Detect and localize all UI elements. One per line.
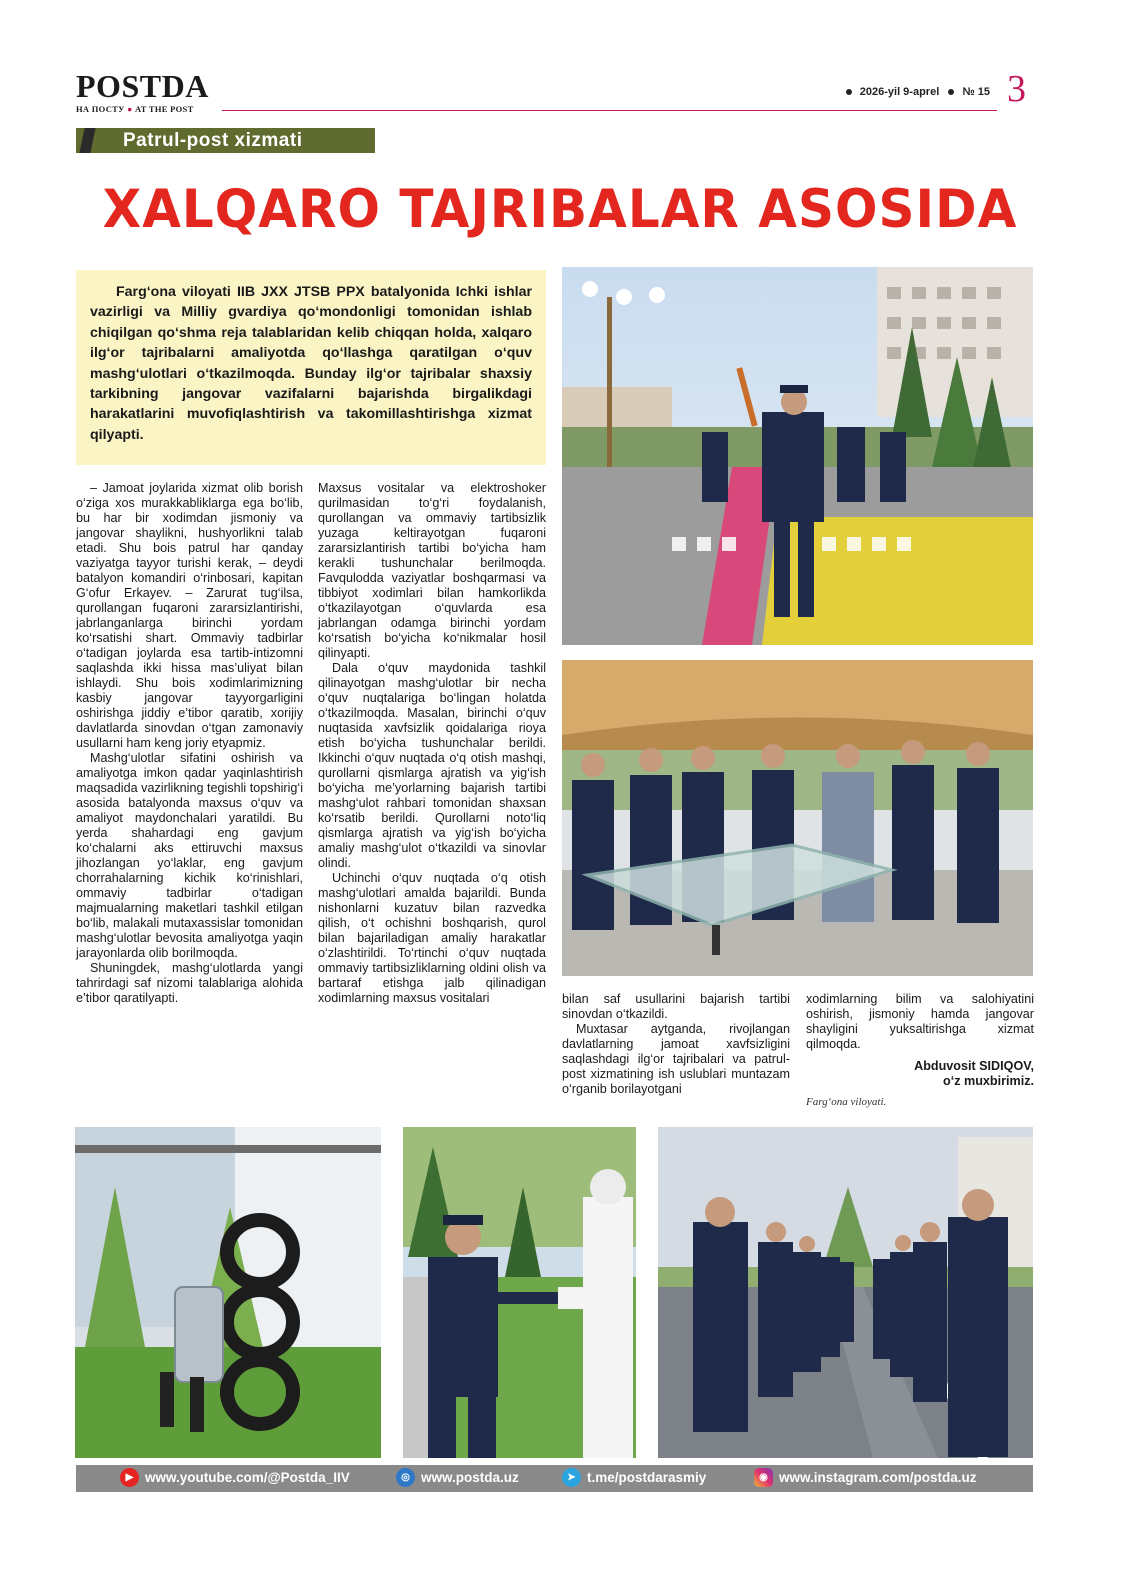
footer-links-bar	[76, 1465, 1033, 1492]
paragraph: xodimlarning bilim va salohiyatini oshirish, jismoniy hamda jangovar shayligini yuksaltirishga xizmat qilmoqda.	[806, 992, 1034, 1051]
author-name: Abduvosit SIDIQOV,	[914, 1059, 1034, 1073]
subtitle-dot-icon: ●	[127, 104, 133, 114]
footer-instagram-link[interactable]	[754, 1469, 977, 1488]
youtube-url: www.youtube.com/@Postda_IIV	[145, 1470, 350, 1486]
section-rubric	[76, 128, 375, 153]
footer-youtube-link[interactable]	[120, 1469, 350, 1488]
photo-officers-table	[562, 660, 1033, 976]
lead-box	[76, 270, 546, 465]
bullet-icon	[846, 89, 852, 95]
photo-formation-salute	[658, 1127, 1033, 1458]
author-role: o‘z muxbirimiz.	[943, 1074, 1034, 1088]
paragraph: Mashg‘ulotlar sifatini oshirish va amaliyotga imkon qadar yaqinlashtirish maqsadida vazirlikning tegishli topshirig‘i asosida batalyonda maxsus o‘quv va amaliyot maydonchalari yaratildi. Bu yerda shahardagi eng gavjum ko‘chalarni aks ettiruvchi maxsus jihozlangan yo‘laklar, eng gavjum chorrahalarning kichik ko‘rinishlari, ommaviy tadbirlar o‘tadigan majmualarning maketlari tashkil etilgan bo‘lib, malakali mutaxassislar tomonidan mashg‘ulotlar bevosita amaliyotga yaqin jarayonlarda olib borilmoqda.	[76, 751, 303, 960]
paragraph: Shuningdek, mashg‘ulotlarda yangi tahrirdagi saf nizomi talablariga alohida e’tibor qaratilyapti.	[76, 961, 303, 1005]
article-column-3	[562, 992, 790, 1097]
paragraph: – Jamoat joylarida xizmat olib borish o‘ziga xos murakkabliklarga ega bo‘lib, bu har bir xodimdan jismoniy va jangovar shaylikni, hushyorlikni talab etadi. Shu bois patrul har qanday vaziyatga tayyor turishi kerak, – deydi batalyon komandiri o‘rinbosari, kapitan G‘ofur Erkayev. – Zarurat tug‘ilsa, qurollangan fuqaroni zararsizlantirishi, jabrlanganlarga birinchi yordam ko‘rsatishi shart. Ommaviy tadbirlar o‘tadigan joylarda esa tartib-intizomni saqlashda ikki hissa mas’uliyat bilan ishlaydi. Shu bois xodimlarimizning kasbiy jangovar tayyorgarligini oshirishga jiddiy e’tibor qaratib, xorijiy davlatlarda sinovdan o‘tgan zamonaviy usullarni ham keng joriy etyapmiz.	[76, 481, 303, 750]
photo-officer-crosswalk	[562, 267, 1033, 645]
issue-number: № 15	[962, 86, 990, 98]
lead-text: Farg‘ona viloyati IIB JXX JTSB PPX batalyonida Ichki ishlar vazirligi va Milliy gvardiya qo‘mondonligi tomonidan ishlab chiqilgan qo‘shma reja talablaridan kelib chiqqan holda, xalqaro ilg‘or tajribalarni amaliyotda qo‘llashga qaratilgan o‘quv mashg‘ulotlari o‘tkazilmoqda. Bunday ilg‘or tajribalar shaxsiy tarkibning jangovar vazifalarni bajarishda birgalikdagi harakatlarini muvofiqlashtirish va takomillashtirishga xizmat qilyapti.	[90, 284, 532, 443]
footer-website-link[interactable]	[396, 1469, 519, 1488]
author-byline	[806, 1059, 1034, 1089]
photo-officer-mannequin	[403, 1127, 636, 1458]
paragraph: bilan saf usullarini bajarish tartibi sinovdan o‘tkazildi.	[562, 992, 790, 1021]
instagram-icon: ◉	[754, 1468, 773, 1487]
article-column-1	[76, 481, 303, 1006]
region-line: Farg‘ona viloyati.	[806, 1096, 887, 1108]
rubric-label: Patrul-post xizmati	[123, 130, 303, 151]
telegram-url: t.me/postdarasmiy	[587, 1470, 707, 1486]
telegram-icon: ➤	[562, 1468, 581, 1487]
masthead-rule	[222, 110, 997, 111]
bullet-icon	[948, 89, 954, 95]
photo-shield-tires	[75, 1127, 381, 1458]
logo-subtitle	[76, 104, 194, 114]
paragraph: Maxsus vositalar va elektroshoker qurilmasidan to‘g‘ri foydalanish, qurollangan va ommaviy tartibsizlik yuzaga keltirayotgan fuqaroni zararsizlantirish tartibi bo‘yicha ham kerakli tushunchalar berilmoqda. Favqulodda vaziyatlar boshqarmasi va tibbiyot xodimlari bilan hamkorlikda o‘tkazilayotgan o‘quvlarda esa jabrlangan odamga birinchi yordam ko‘rsatish bo‘yicha ko‘nikmalar hosil qilinyapti.	[318, 481, 546, 660]
dateline	[846, 86, 990, 98]
rubric-slash-icon	[79, 128, 95, 153]
article-column-2	[318, 481, 546, 1006]
article-headline: XALQARO TAJRIBALAR ASOSIDA	[102, 178, 1018, 240]
paragraph: Muxtasar aytganda, rivojlangan davlatlarning jamoat xavfsizligini saqlashdagi ilg‘or tajribalari va patrul-post xizmatining ish uslublari muntazam o‘rganib borilayotgani	[562, 1022, 790, 1096]
paragraph: Dala o‘quv maydonida tashkil qilinayotgan mashg‘ulotlar bir necha o‘quv nuqtalariga bo‘lingan holatda o‘tkazilmoqda. Masalan, birinchi o‘quv nuqtasida xavfsizlik qoidalariga rioya etish bo‘yicha tushunchalar berildi. Ikkinchi o‘quv nuqtada o‘q otish mashqi, qurollarni qismlarga ajratish va yig‘ish bo‘yicha me’yorlarning bajarish tartibi mashg‘ulot rahbari tomonidan shaxsan ko‘rsatib berildi. Qurollarni noto‘liq qismlarga ajratish va yig‘ish bo‘yicha amaliy mashg‘ulot o‘tkazildi va sinovlar olindi.	[318, 661, 546, 870]
globe-icon: ◎	[396, 1468, 415, 1487]
website-url: www.postda.uz	[421, 1470, 519, 1486]
newspaper-logo: POSTDA	[76, 68, 209, 104]
issue-date: 2026-yil 9-aprel	[859, 86, 940, 98]
article-column-4	[806, 992, 1034, 1110]
page-number: 3	[1007, 68, 1026, 110]
logo-subtitle-ru: НА ПОСТУ	[76, 104, 125, 114]
footer-telegram-link[interactable]	[562, 1469, 706, 1488]
paragraph: Uchinchi o‘quv nuqtada o‘q otish mashg‘ulotlari amalda bajarildi. Bunda nishonlarni kuzatuv bilan razvedka qilish, o‘t ochishni boshqarish, qurol bilan bajariladigan amaliy harakatlar o‘zlashtirildi. To‘rtinchi o‘quv nuqtada ommaviy tartibsizliklarning oldini olish va bartaraf etishga jalb qilinadigan xodimlarning maxsus vositalari	[318, 871, 546, 1005]
instagram-url: www.instagram.com/postda.uz	[779, 1470, 977, 1486]
youtube-icon: ▶	[120, 1468, 139, 1487]
logo-subtitle-en: AT THE POST	[134, 104, 194, 114]
